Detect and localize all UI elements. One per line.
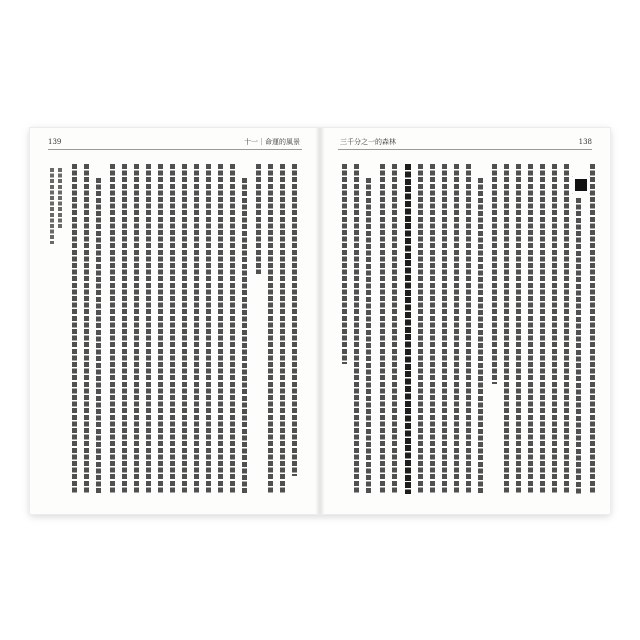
text-column bbox=[170, 164, 175, 494]
text-column bbox=[504, 164, 509, 494]
left-page bbox=[30, 128, 320, 514]
right-running-head: 三千分之一的森林 bbox=[340, 138, 396, 146]
text-column bbox=[134, 164, 139, 494]
text-column bbox=[454, 164, 459, 494]
left-header-rule bbox=[48, 149, 302, 150]
text-column bbox=[492, 164, 497, 384]
right-body-text bbox=[320, 164, 610, 504]
right-page bbox=[320, 128, 610, 514]
text-column bbox=[84, 164, 89, 494]
text-column bbox=[380, 164, 385, 494]
text-column bbox=[256, 164, 261, 274]
text-column bbox=[242, 178, 247, 494]
text-column bbox=[146, 164, 151, 494]
right-page-number: 138 bbox=[578, 138, 592, 146]
text-column bbox=[392, 164, 397, 494]
drop-cap bbox=[572, 176, 590, 194]
text-column bbox=[466, 164, 471, 494]
text-column bbox=[418, 164, 423, 494]
text-column bbox=[354, 164, 359, 494]
text-column bbox=[292, 164, 297, 476]
text-column bbox=[206, 164, 211, 494]
text-column bbox=[342, 164, 347, 364]
left-running-head: 十一｜命運的風景 bbox=[244, 138, 300, 146]
text-column bbox=[230, 164, 235, 494]
text-column bbox=[122, 164, 127, 494]
text-column bbox=[194, 164, 199, 494]
text-column bbox=[430, 164, 435, 494]
book-gutter bbox=[315, 128, 325, 514]
text-column bbox=[516, 164, 521, 494]
text-column bbox=[528, 164, 533, 494]
text-column bbox=[72, 164, 77, 494]
text-column bbox=[96, 178, 101, 494]
text-column bbox=[280, 164, 285, 494]
left-page-number: 139 bbox=[48, 138, 62, 146]
text-column bbox=[552, 164, 557, 494]
text-column bbox=[366, 178, 371, 494]
book-spread bbox=[30, 128, 610, 514]
text-column bbox=[110, 164, 115, 494]
text-column bbox=[442, 164, 447, 494]
right-header-rule bbox=[338, 149, 592, 150]
text-column bbox=[540, 164, 545, 494]
text-column-bold bbox=[405, 164, 411, 494]
left-body-text bbox=[30, 164, 320, 504]
text-column bbox=[268, 164, 273, 494]
text-column bbox=[478, 178, 483, 494]
text-column bbox=[218, 164, 223, 494]
text-column bbox=[182, 164, 187, 494]
text-column bbox=[158, 164, 163, 494]
text-column bbox=[576, 198, 581, 494]
text-column bbox=[590, 164, 595, 494]
text-column bbox=[564, 164, 569, 494]
